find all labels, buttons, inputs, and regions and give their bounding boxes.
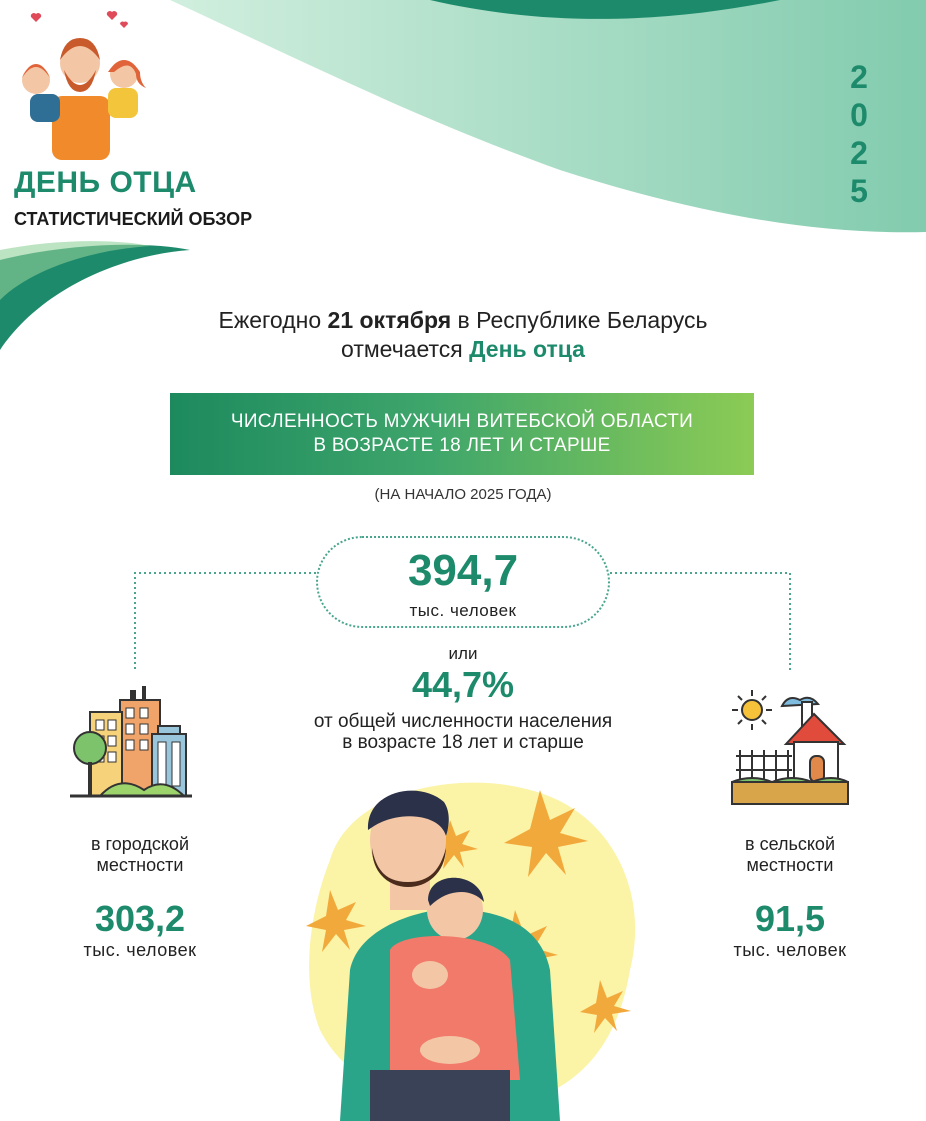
urban-label	[40, 834, 240, 876]
rural-label-line: местности	[746, 855, 834, 875]
share-description	[263, 711, 663, 753]
city-buildings-icon	[70, 686, 192, 804]
page-subtitle: СТАТИСТИЧЕСКИЙ ОБЗОР	[14, 209, 253, 229]
urban-label-line: местности	[96, 855, 184, 875]
rural-value: 91,5	[754, 898, 826, 939]
urban-value: 303,2	[94, 898, 186, 939]
total-unit: тыс. человек	[409, 601, 517, 620]
father-son-illustration	[290, 770, 650, 1121]
section-banner	[170, 393, 754, 475]
year-digit: 2	[850, 59, 868, 95]
rural-house-icon	[730, 686, 850, 806]
year-digit: 5	[850, 173, 868, 209]
family-illustration	[14, 8, 160, 160]
banner-line: В ВОЗРАСТЕ 18 ЛЕТ И СТАРШЕ	[313, 435, 611, 456]
banner-line: ЧИСЛЕННОСТЬ МУЖЧИН ВИТЕБСКОЙ ОБЛАСТИ	[230, 411, 694, 432]
share-desc-line: от общей численности населения	[313, 711, 613, 732]
urban-unit: тыс. человек	[83, 940, 197, 960]
intro-prefix-2: отмечается	[341, 336, 470, 362]
share-value: 44,7%	[411, 664, 515, 705]
rural-label	[690, 834, 890, 876]
total-card	[316, 536, 610, 628]
intro-prefix: Ежегодно	[218, 307, 328, 333]
year-digit: 0	[850, 97, 868, 133]
share-desc-line: в возрасте 18 лет и старше	[342, 732, 584, 753]
rural-unit: тыс. человек	[733, 940, 847, 960]
year-digit: 2	[850, 135, 868, 171]
intro-text	[0, 306, 926, 364]
intro-suffix: в Республике Беларусь	[451, 307, 708, 333]
page-title: ДЕНЬ ОТЦА	[14, 166, 197, 199]
period-note: (НА НАЧАЛО 2025 ГОДА)	[374, 486, 552, 503]
intro-holiday: День отца	[469, 336, 585, 362]
urban-label-line: в городской	[90, 834, 189, 854]
total-value: 394,7	[407, 546, 519, 595]
intro-date: 21 октября	[327, 307, 452, 333]
rural-label-line: в сельской	[745, 834, 835, 854]
or-connector: или	[448, 644, 478, 663]
year-vertical	[842, 58, 876, 210]
